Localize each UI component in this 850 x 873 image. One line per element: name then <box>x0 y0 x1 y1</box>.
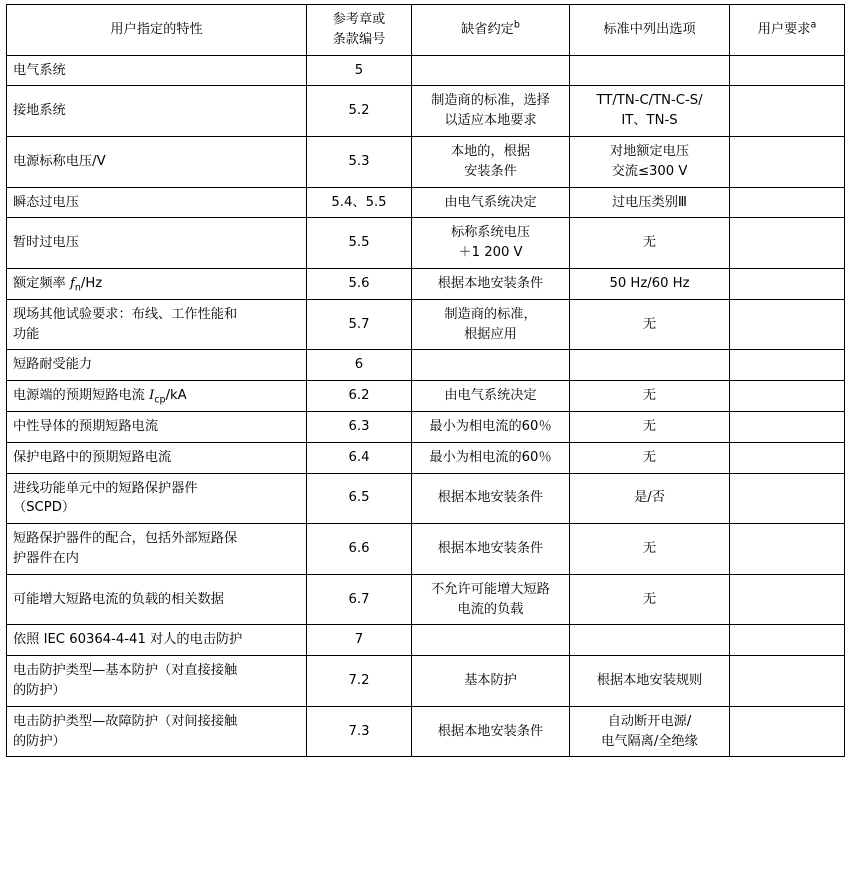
clause-cell: 6.4 <box>307 442 412 473</box>
section-title-cell: 电气系统 <box>7 55 307 86</box>
table-header <box>7 5 845 56</box>
feature-cell: 进线功能单元中的短路保护器件 （SCPD） <box>7 473 307 524</box>
requirement-cell[interactable] <box>730 268 845 299</box>
table-header-row <box>7 5 845 56</box>
feature-cell: 可能增大短路电流的负载的相关数据 <box>7 574 307 625</box>
table-row <box>7 55 845 86</box>
table-row <box>7 381 845 412</box>
options-cell: 无 <box>570 442 730 473</box>
options-cell <box>570 350 730 381</box>
requirement-cell[interactable] <box>730 656 845 707</box>
table-row <box>7 299 845 350</box>
default-cell: 根据本地安装条件 <box>412 473 570 524</box>
options-cell: 无 <box>570 524 730 575</box>
options-cell: 无 <box>570 381 730 412</box>
default-cell: 基本防护 <box>412 656 570 707</box>
table-row <box>7 86 845 137</box>
feature-cell: 短路保护器件的配合，包括外部短路保 护器件在内 <box>7 524 307 575</box>
requirement-cell[interactable] <box>730 218 845 269</box>
feature-cell: 电击防护类型—基本防护（对直接接触 的防护） <box>7 656 307 707</box>
feature-cell: 电源标称电压/V <box>7 136 307 187</box>
requirement-cell[interactable] <box>730 524 845 575</box>
clause-cell: 5.5 <box>307 218 412 269</box>
default-cell: 由电气系统决定 <box>412 381 570 412</box>
options-cell: 根据本地安装规则 <box>570 656 730 707</box>
column-header-requirement-text: 用户要求 <box>757 21 811 37</box>
feature-cell: 瞬态过电压 <box>7 187 307 218</box>
requirement-cell[interactable] <box>730 350 845 381</box>
clause-cell: 5.3 <box>307 136 412 187</box>
default-cell: 最小为相电流的60％ <box>412 411 570 442</box>
table-row <box>7 473 845 524</box>
default-cell <box>412 350 570 381</box>
requirement-cell[interactable] <box>730 55 845 86</box>
table-row <box>7 706 845 757</box>
column-header-default <box>412 5 570 56</box>
feature-cell: 电击防护类型—故障防护（对间接接触 的防护） <box>7 706 307 757</box>
requirement-cell[interactable] <box>730 442 845 473</box>
clause-cell: 7.3 <box>307 706 412 757</box>
feature-cell: 额定频率 $f_n/Hz$ <box>7 268 307 299</box>
default-cell: 根据本地安装条件 <box>412 268 570 299</box>
clause-cell: 7 <box>307 625 412 656</box>
feature-cell: 暂时过电压 <box>7 218 307 269</box>
requirement-cell[interactable] <box>730 473 845 524</box>
clause-cell: 5 <box>307 55 412 86</box>
clause-cell: 5.7 <box>307 299 412 350</box>
requirement-cell[interactable] <box>730 299 845 350</box>
requirement-cell[interactable] <box>730 187 845 218</box>
table-row <box>7 218 845 269</box>
clause-cell: 6.5 <box>307 473 412 524</box>
table-row <box>7 442 845 473</box>
options-cell: 对地额定电压 交流≤300 V <box>570 136 730 187</box>
clause-cell: 7.2 <box>307 656 412 707</box>
clause-cell: 6.2 <box>307 381 412 412</box>
column-header-clause-text: 参考章或 条款编号 <box>332 12 386 47</box>
default-cell <box>412 625 570 656</box>
column-header-options <box>570 5 730 56</box>
options-cell <box>570 625 730 656</box>
feature-cell: 现场其他试验要求：布线、工作性能和 功能 <box>7 299 307 350</box>
column-header-requirement <box>730 5 845 56</box>
clause-cell: 5.2 <box>307 86 412 137</box>
requirement-cell[interactable] <box>730 381 845 412</box>
footnote-marker-a: a <box>810 19 817 31</box>
requirement-cell[interactable] <box>730 625 845 656</box>
default-cell <box>412 55 570 86</box>
default-cell: 制造商的标准，选择 以适应本地要求 <box>412 86 570 137</box>
options-cell: 自动断开电源/ 电气隔离/全绝缘 <box>570 706 730 757</box>
options-cell: 50 Hz/60 Hz <box>570 268 730 299</box>
options-cell <box>570 55 730 86</box>
options-cell: 无 <box>570 299 730 350</box>
requirement-cell[interactable] <box>730 86 845 137</box>
options-cell: 无 <box>570 411 730 442</box>
column-header-options-text: 标准中列出选项 <box>603 21 696 37</box>
user-specified-characteristics-table <box>6 4 845 757</box>
options-cell: 是/否 <box>570 473 730 524</box>
options-cell: TT/TN-C/TN-C-S/ IT、TN-S <box>570 86 730 137</box>
feature-cell: 电源端的预期短路电流 $I_{cp}/kA$ <box>7 381 307 412</box>
default-cell: 根据本地安装条件 <box>412 524 570 575</box>
table-row <box>7 625 845 656</box>
clause-cell: 6.7 <box>307 574 412 625</box>
table-row <box>7 574 845 625</box>
options-cell: 无 <box>570 574 730 625</box>
clause-cell: 5.6 <box>307 268 412 299</box>
clause-cell: 6.6 <box>307 524 412 575</box>
default-cell: 最小为相电流的60％ <box>412 442 570 473</box>
feature-cell: 保护电路中的预期短路电流 <box>7 442 307 473</box>
table-row <box>7 350 845 381</box>
options-cell: 过电压类别Ⅲ <box>570 187 730 218</box>
default-cell: 由电气系统决定 <box>412 187 570 218</box>
requirement-cell[interactable] <box>730 411 845 442</box>
requirement-cell[interactable] <box>730 574 845 625</box>
table-row <box>7 268 845 299</box>
feature-cell: 接地系统 <box>7 86 307 137</box>
section-title-cell: 依照 IEC 60364-4-41 对人的电击防护 <box>7 625 307 656</box>
column-header-feature-text: 用户指定的特性 <box>110 21 203 37</box>
table-row <box>7 656 845 707</box>
default-cell: 本地的，根据 安装条件 <box>412 136 570 187</box>
default-cell: 根据本地安装条件 <box>412 706 570 757</box>
requirement-cell[interactable] <box>730 706 845 757</box>
column-header-feature <box>7 5 307 56</box>
clause-cell: 5.4、5.5 <box>307 187 412 218</box>
clause-cell: 6 <box>307 350 412 381</box>
table-row <box>7 411 845 442</box>
clause-cell: 6.3 <box>307 411 412 442</box>
column-header-default-text: 缺省约定 <box>461 21 514 37</box>
default-cell: 制造商的标准， 根据应用 <box>412 299 570 350</box>
column-header-clause <box>307 5 412 56</box>
feature-cell: 中性导体的预期短路电流 <box>7 411 307 442</box>
default-cell: 标称系统电压 ＋1 200 V <box>412 218 570 269</box>
table-row <box>7 136 845 187</box>
table-row <box>7 187 845 218</box>
section-title-cell: 短路耐受能力 <box>7 350 307 381</box>
options-cell: 无 <box>570 218 730 269</box>
table-body <box>7 55 845 757</box>
footnote-marker-b: b <box>513 19 520 31</box>
table-row <box>7 524 845 575</box>
default-cell: 不允许可能增大短路 电流的负载 <box>412 574 570 625</box>
requirement-cell[interactable] <box>730 136 845 187</box>
